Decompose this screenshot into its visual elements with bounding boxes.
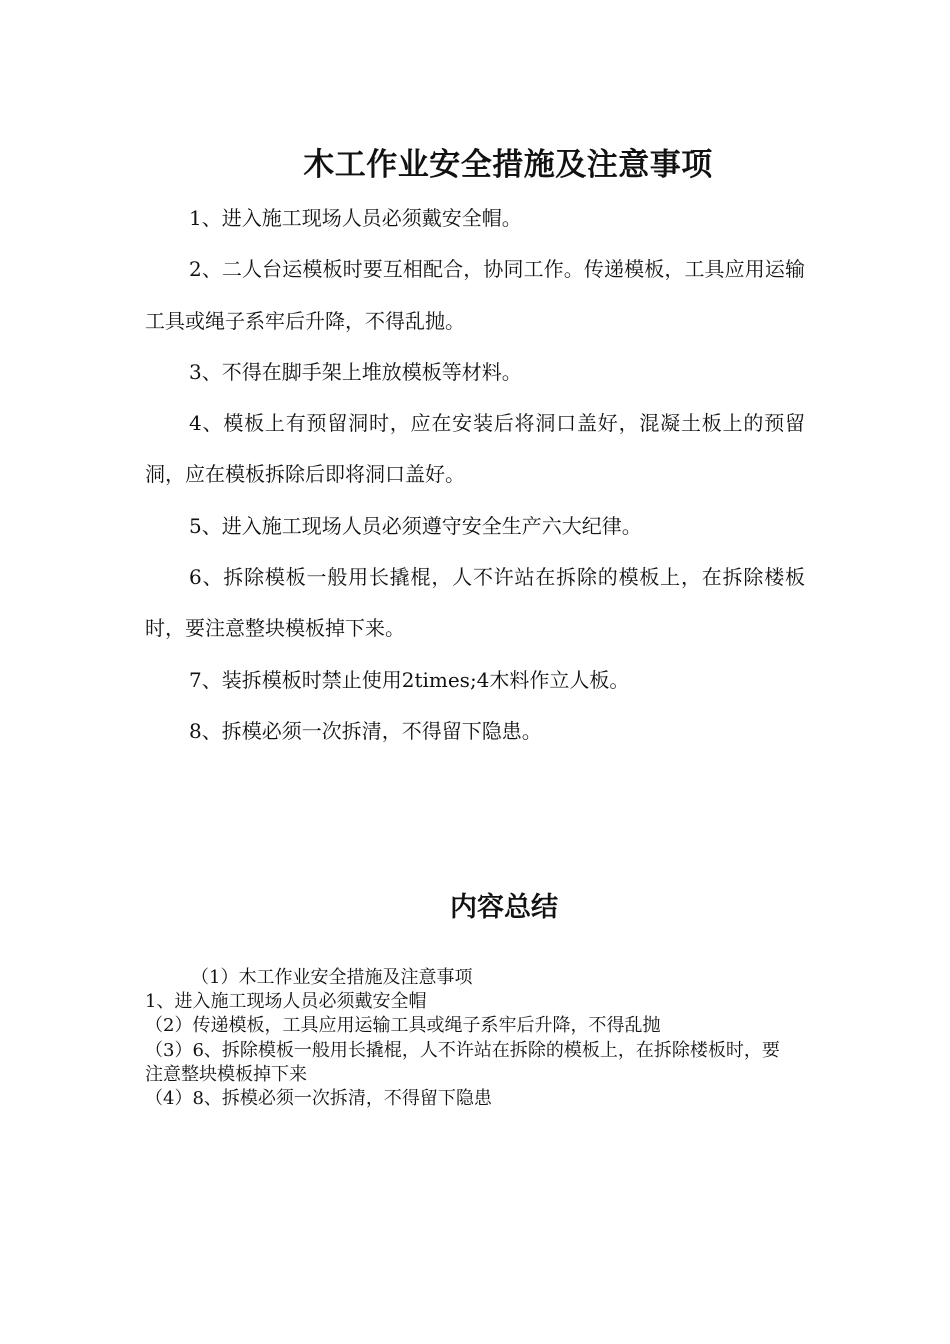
summary-line-2: 1、进入施工现场人员必须戴安全帽 xyxy=(145,991,427,1013)
paragraph-8: 8、拆模必须一次拆清，不得留下隐患。 xyxy=(189,718,542,743)
summary-line-5: （4）8、拆模必须一次拆清，不得留下隐患 xyxy=(145,1088,492,1110)
summary-body xyxy=(145,966,795,1111)
summary-line-3: （2）传递模板，工具应用运输工具或绳子系牢后升降，不得乱抛 xyxy=(145,1015,661,1037)
summary-title: 内容总结 xyxy=(450,892,558,924)
paragraph-6: 6、拆除模板一般用长撬棍，人不许站在拆除的模板上，在拆除楼板时，要注意整块模板掉下来。 xyxy=(145,565,805,641)
paragraph-5: 5、进入施工现场人员必须遵守安全生产六大纪律。 xyxy=(189,513,642,538)
paragraph-1: 1、进入施工现场人员必须戴安全帽。 xyxy=(189,206,522,230)
summary-line-4: （3）6、拆除模板一般用长撬棍，人不许站在拆除的模板上，在拆除楼板时，要注意整块模板掉下来 xyxy=(145,1039,780,1085)
paragraph-4: 4、模板上有预留洞时，应在安装后将洞口盖好，混凝土板上的预留洞，应在模板拆除后即将洞口盖好。 xyxy=(145,411,805,487)
document-body xyxy=(145,193,805,757)
paragraph-2: 2、二人台运模板时要互相配合，协同工作。传递模板，工具应用运输工具或绳子系牢后升降，不得乱抛。 xyxy=(145,257,805,333)
paragraph-3: 3、不得在脚手架上堆放模板等材料。 xyxy=(189,359,522,384)
document-title: 木工作业安全措施及注意事项 xyxy=(303,146,713,183)
summary-line-1: （1）木工作业安全措施及注意事项 xyxy=(191,967,473,988)
paragraph-7: 7、装拆模板时禁止使用2times;4木料作立人板。 xyxy=(189,667,630,692)
